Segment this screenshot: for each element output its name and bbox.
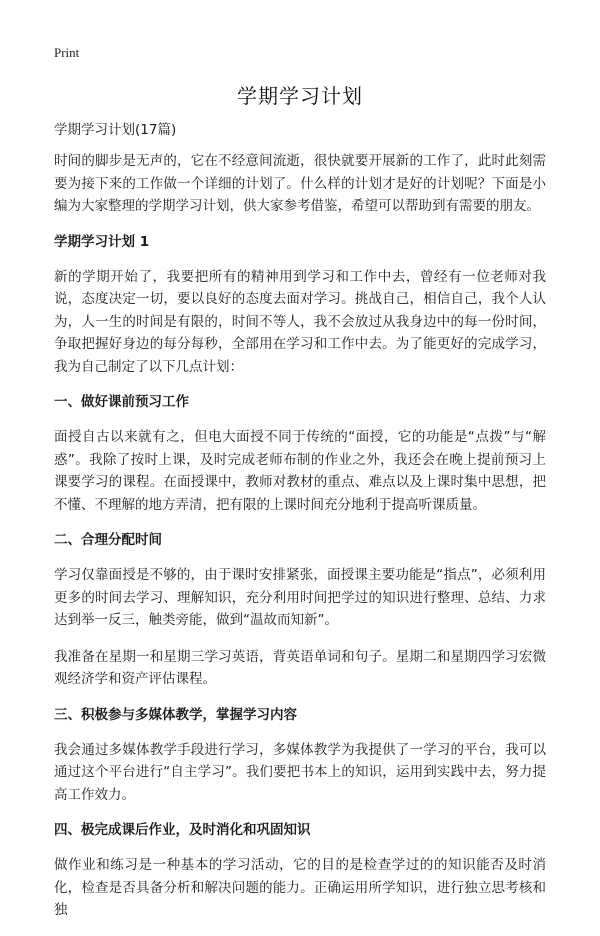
print-link[interactable]: Print [54,45,80,60]
section-heading: 三、积极参与多媒体教学，掌握学习内容 [54,706,297,723]
plan-heading: 学期学习计划 1 [54,233,150,250]
document-body [54,120,546,936]
section-heading: 二、合理分配时间 [54,532,162,548]
document-subtitle: 学期学习计划(17篇) [54,122,177,138]
section-paragraph: 我会通过多媒体教学手段进行学习，多媒体教学为我提供了一学习的平台，我可以通过这个平台进行“自主学习”。我们要把书本上的知识，运用到实践中去，努力提高工作效力。 [54,741,546,803]
page-title: 学期学习计划 [237,84,363,108]
intro-paragraph: 时间的脚步是无声的，它在不经意间流逝，很快就要开展新的工作了，此时此刻需要为接下来的工作做一个详细的计划了。什么样的计划才是好的计划呢？下面是小编为大家整理的学期学习计划，供大家参考借鉴，希望可以帮助到有需要的朋友。 [54,153,546,214]
section-heading: 一、做好课前预习工作 [54,394,189,410]
section-paragraph: 面授自古以来就有之，但电大面授不同于传统的“面授，它的功能是“点拨”与“解惑”。我除了按时上课，及时完成老师布制的作业之外，我还会在晚上提前预习上课要学习的课程。在面授课中，教师对教材的重点、难点以及上课时集中思想，把不懂、不理解的地方弄清，把有限的上课时间充分地利于提高听课质量。 [54,429,546,513]
section-paragraph: 我准备在星期一和星期三学习英语，背英语单词和句子。星期二和星期四学习宏微观经济学和资产评估课程。 [54,648,546,687]
section-paragraph: 做作业和练习是一种基本的学习活动，它的目的是检查学过的的知识能否及时消化，检查是否具备分析和解决问题的能力。正确运用所学知识，进行独立思考核和独 [54,857,546,918]
section-paragraph: 学习仅靠面授是不够的，由于课时安排紧张，面授课主要功能是“指点”，必须利用更多的时间去学习、理解知识，充分利用时间把学过的知识进行整理、总结、力求达到举一反三，触类旁能，做到“温故而知新”。 [54,567,546,628]
plan-intro-paragraph: 新的学期开始了，我要把所有的精神用到学习和工作中去，曾经有一位老师对我说，态度决定一切，要以良好的态度去面对学习。挑战自己，相信自己，我个人认为，人一生的时间是有限的，时间不等人，我不会放过从我身边中的每一份时间，争取把握好身边的每分每秒，全部用在学习和工作中去。为了能更好的完成学习，我为自己制定了以下几点计划： [54,268,546,375]
section-heading: 四、极完成课后作业，及时消化和巩固知识 [54,822,311,838]
